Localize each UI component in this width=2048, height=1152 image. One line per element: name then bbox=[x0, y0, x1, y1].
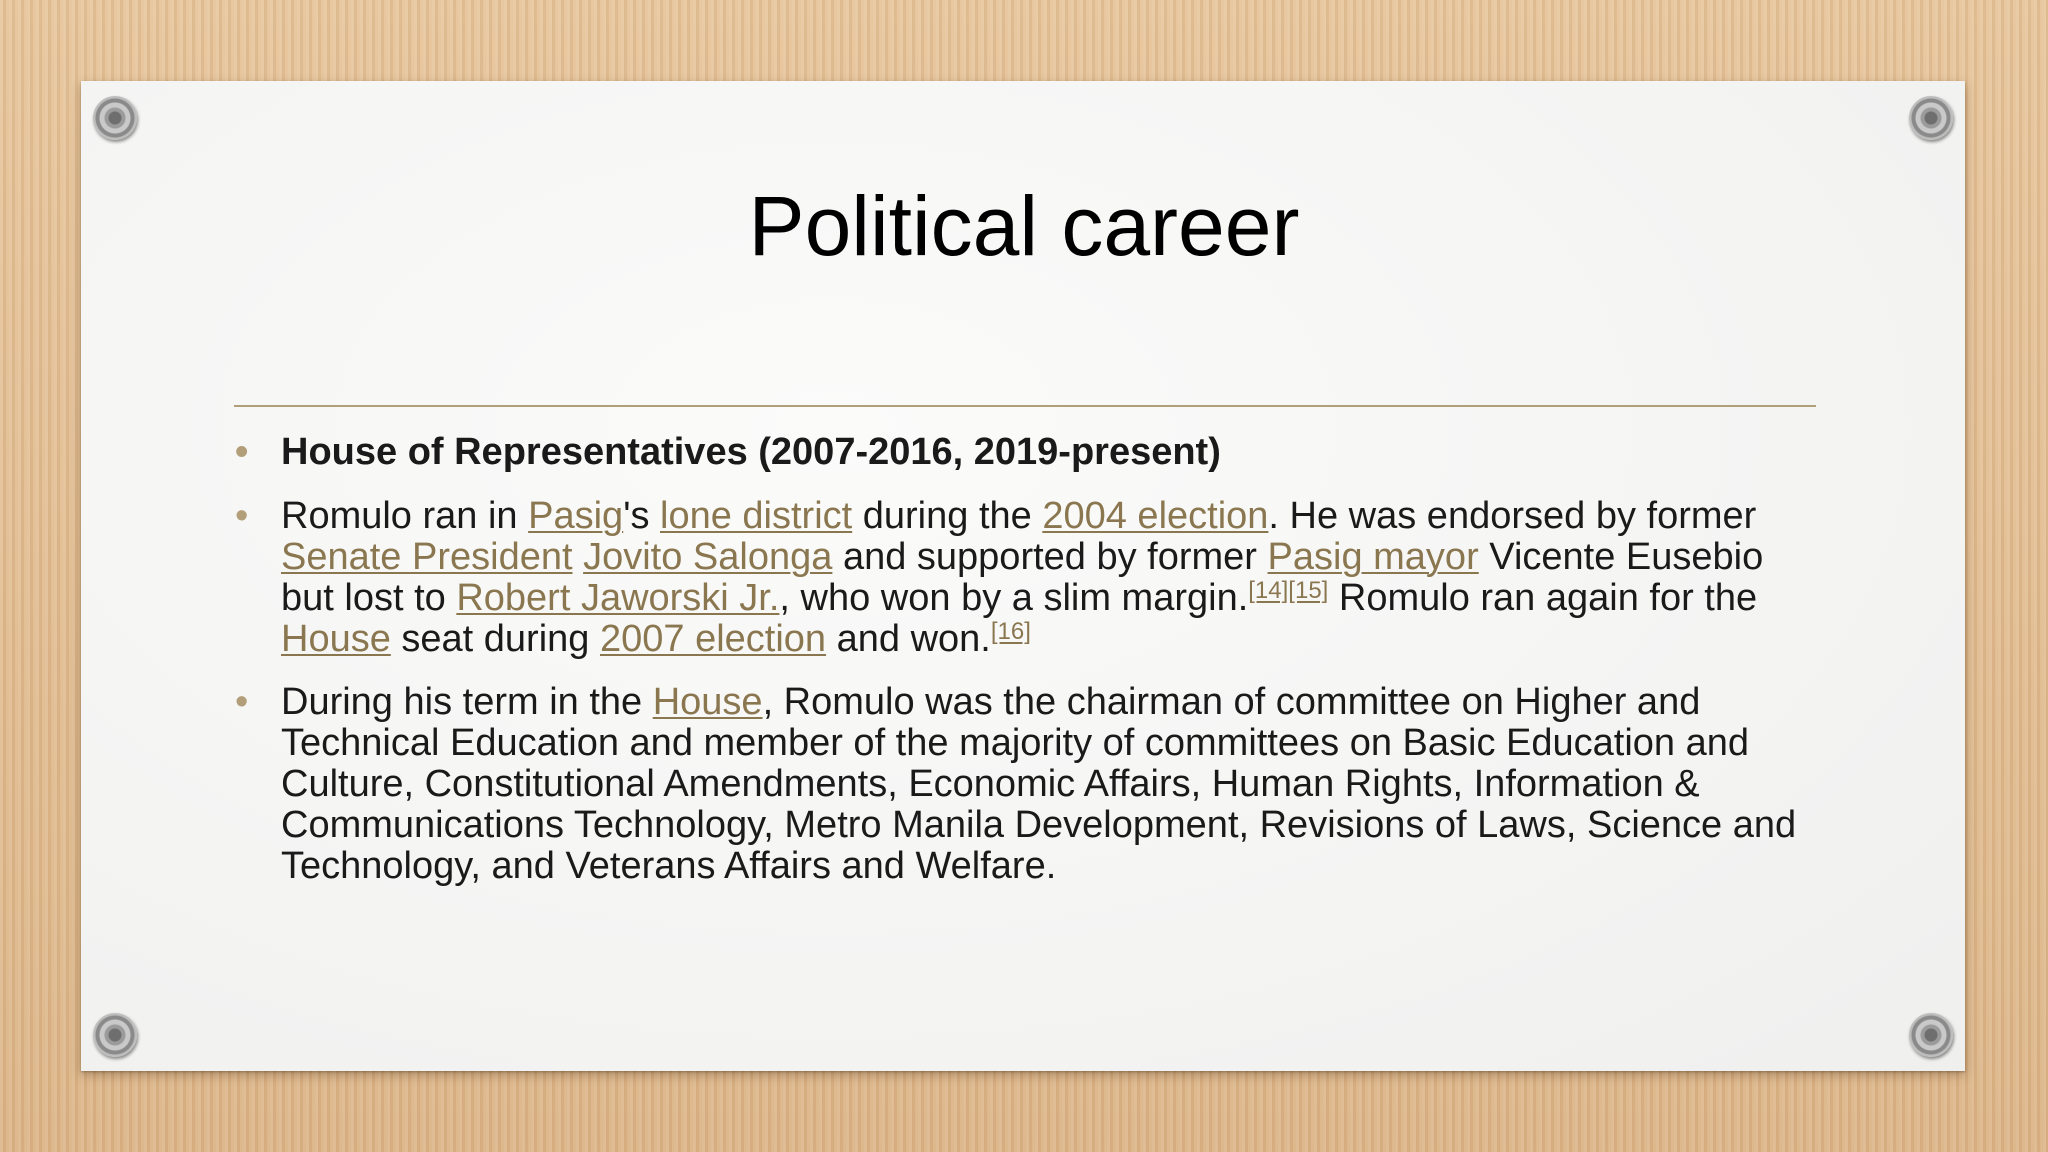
rivet-icon bbox=[1909, 96, 1953, 140]
slide-title: Political career bbox=[748, 179, 1300, 273]
link-2007-election[interactable]: 2007 election bbox=[599, 618, 827, 660]
text-run: , Romulo was the chairman of committee on Higher and Technical Education and member of the majority of committees on Basic Education and Culture, Constitutional Amendments, Economic Affairs, Human Rights, Information & Communications Technology, Metro Manila Development, Revisions of Laws, Science and Technology, and Veterans Affairs and Welfare. bbox=[281, 681, 1797, 887]
text-run: , who won by a slim margin. bbox=[779, 577, 1249, 619]
text-run: and won. bbox=[826, 618, 991, 660]
rivet-icon bbox=[1909, 1013, 1953, 1057]
text-run: . He was endorsed by former bbox=[1268, 495, 1757, 537]
link-jovito-salonga[interactable]: Jovito Salonga bbox=[583, 536, 833, 578]
link-house[interactable]: House bbox=[652, 681, 763, 723]
link-lone-district[interactable]: lone district bbox=[660, 495, 853, 537]
link-pasig-mayor[interactable]: Pasig mayor bbox=[1267, 536, 1479, 578]
link-pasig[interactable]: Pasig bbox=[528, 495, 624, 537]
text-run: and supported by former bbox=[832, 536, 1268, 578]
link-senate-president[interactable]: Senate President bbox=[281, 536, 573, 578]
link-robert-jaworski[interactable]: Robert Jaworski Jr. bbox=[456, 577, 780, 619]
rivet-icon bbox=[93, 96, 137, 140]
text-run: Romulo ran in bbox=[281, 495, 529, 537]
text-run: seat during bbox=[390, 618, 600, 660]
citation-link-14[interactable]: [14] bbox=[1248, 577, 1289, 604]
bullet-paragraph-2 bbox=[281, 682, 1821, 887]
link-house[interactable]: House bbox=[281, 618, 391, 660]
bullet-paragraph-1 bbox=[281, 496, 1821, 660]
text-run: Vicente Eusebio but lost to bbox=[281, 536, 1764, 619]
text-run: During his term in the bbox=[281, 681, 653, 723]
bullet-heading: • House of Representatives (2007-2016, 2019-present) bbox=[281, 424, 1821, 480]
title-divider bbox=[234, 405, 1816, 407]
slide-content bbox=[281, 424, 1821, 887]
citation-link-16[interactable]: [16] bbox=[990, 618, 1031, 645]
citation-link-15[interactable]: [15] bbox=[1288, 577, 1329, 604]
text-run: 's bbox=[623, 495, 660, 537]
rivet-icon bbox=[93, 1013, 137, 1057]
text-run bbox=[573, 536, 584, 578]
text-run: during the bbox=[852, 495, 1043, 537]
text-run: Romulo ran again for the bbox=[1328, 577, 1758, 619]
link-2004-election[interactable]: 2004 election bbox=[1042, 495, 1269, 537]
